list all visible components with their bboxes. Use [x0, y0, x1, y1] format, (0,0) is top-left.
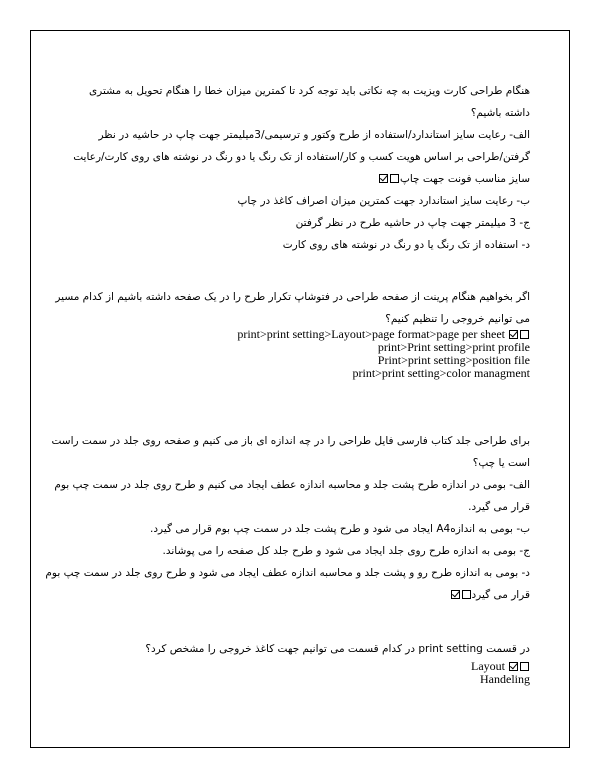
q1-answer-a-line-1: الف- رعایت سایز استاندارد/استفاده از طرح وکتور و ترسیمی/3میلیمتر جهت چاپ در حاشیه در نظر — [98, 129, 530, 141]
q1-answer-c: ج- 3 میلیمتر جهت چاپ در حاشیه طرح در نظر گرفتن — [295, 217, 530, 229]
q2-option-4: print>print setting>color managment — [352, 366, 530, 380]
q4-option-2: Handeling — [480, 672, 530, 686]
checkbox-checked-icon[interactable] — [379, 174, 388, 183]
q3-answer-d-line-1: د- بومی به اندازه طرح رو و پشت جلد و محاسبه اندازه عطف ایجاد می شود و طرح روی جلد در سمت چپ بوم — [45, 567, 530, 579]
question-1 — [70, 84, 530, 260]
q1-answer-a-line-3 — [70, 172, 530, 186]
checkbox-empty-icon[interactable] — [390, 174, 399, 183]
checkbox-empty-icon[interactable] — [520, 330, 529, 339]
checkbox-empty-icon[interactable] — [462, 590, 471, 599]
q2-question-line-1: اگر بخواهیم هنگام پرینت از صفحه طراحی در فتوشاپ تکرار طرح را در یک صفحه داشته باشیم از کدام مسیر — [55, 291, 530, 303]
q3-answer-a-line-2: قرار می گیرد. — [468, 501, 530, 513]
q1-answer-a-text: سایز مناسب فونت جهت چاپ — [399, 173, 530, 185]
q3-answer-c: ج- بومی به اندازه طرح روی جلد ایجاد می شود و طرح جلد کل صفحه را می پوشاند. — [162, 545, 530, 557]
q3-answer-d-text: قرار می گیرد — [471, 589, 530, 601]
question-2 — [55, 290, 530, 380]
q3-answer-a-line-1: الف- بومی در اندازه طرح پشت جلد و محاسبه اندازه عطف ایجاد می کنیم و طرح روی جلد در سمت چپ بوم — [54, 479, 530, 491]
q1-answer-d: د- استفاده از تک رنگ یا دو رنگ در نوشته های روی کارت — [282, 239, 530, 251]
q2-option-1-text: print>print setting>Layout>page format>page per sheet — [237, 327, 505, 341]
q1-answer-a-line-2: گرفتن/طراحی بر اساس هویت کسب و کار/استفاده از تک رنگ یا دو رنگ در نوشته های روی کارت/رعایت — [73, 151, 530, 163]
q3-answer-d-line-2 — [70, 588, 530, 602]
q1-answer-b: ب- رعایت سایز استاندارد جهت کمترین میزان اصراف کاغذ در چاپ — [237, 195, 530, 207]
q1-question-line-2: داشته باشیم؟ — [470, 107, 530, 119]
q4-option-1 — [70, 660, 530, 673]
q4-question: در قسمت print setting در کدام قسمت می توانیم جهت کاغذ خروجی را مشخص کرد؟ — [145, 643, 530, 655]
q3-answer-b: ب- بومی به اندازهA4 ایجاد می شود و طرح پشت جلد در سمت چپ بوم قرار می گیرد. — [150, 523, 530, 535]
checkbox-checked-icon[interactable] — [451, 590, 460, 599]
checkbox-empty-icon[interactable] — [520, 662, 529, 671]
checkbox-checked-icon[interactable] — [509, 330, 518, 339]
q3-question-line-1: برای طراحی جلد کتاب فارسی فایل طراحی را در چه اندازه ای باز می کنیم و صفحه روی جلد در سمت راست — [51, 435, 530, 447]
q4-option-1-text: Layout — [471, 659, 505, 673]
question-4 — [70, 642, 530, 686]
checkbox-checked-icon[interactable] — [509, 662, 518, 671]
q1-question-line-1: هنگام طراحی کارت ویزیت به چه نکاتی باید توجه کرد تا کمترین میزان خطا را هنگام تحویل به مشتری — [88, 85, 530, 97]
q2-option-3: Print>print setting>position file — [377, 353, 530, 367]
q2-option-2: print>Print setting>print profile — [377, 340, 530, 354]
question-3 — [45, 434, 530, 610]
q2-question-line-2: می توانیم خروجی را تنظیم کنیم؟ — [385, 313, 530, 325]
q3-question-line-2: است یا چپ؟ — [472, 457, 530, 469]
